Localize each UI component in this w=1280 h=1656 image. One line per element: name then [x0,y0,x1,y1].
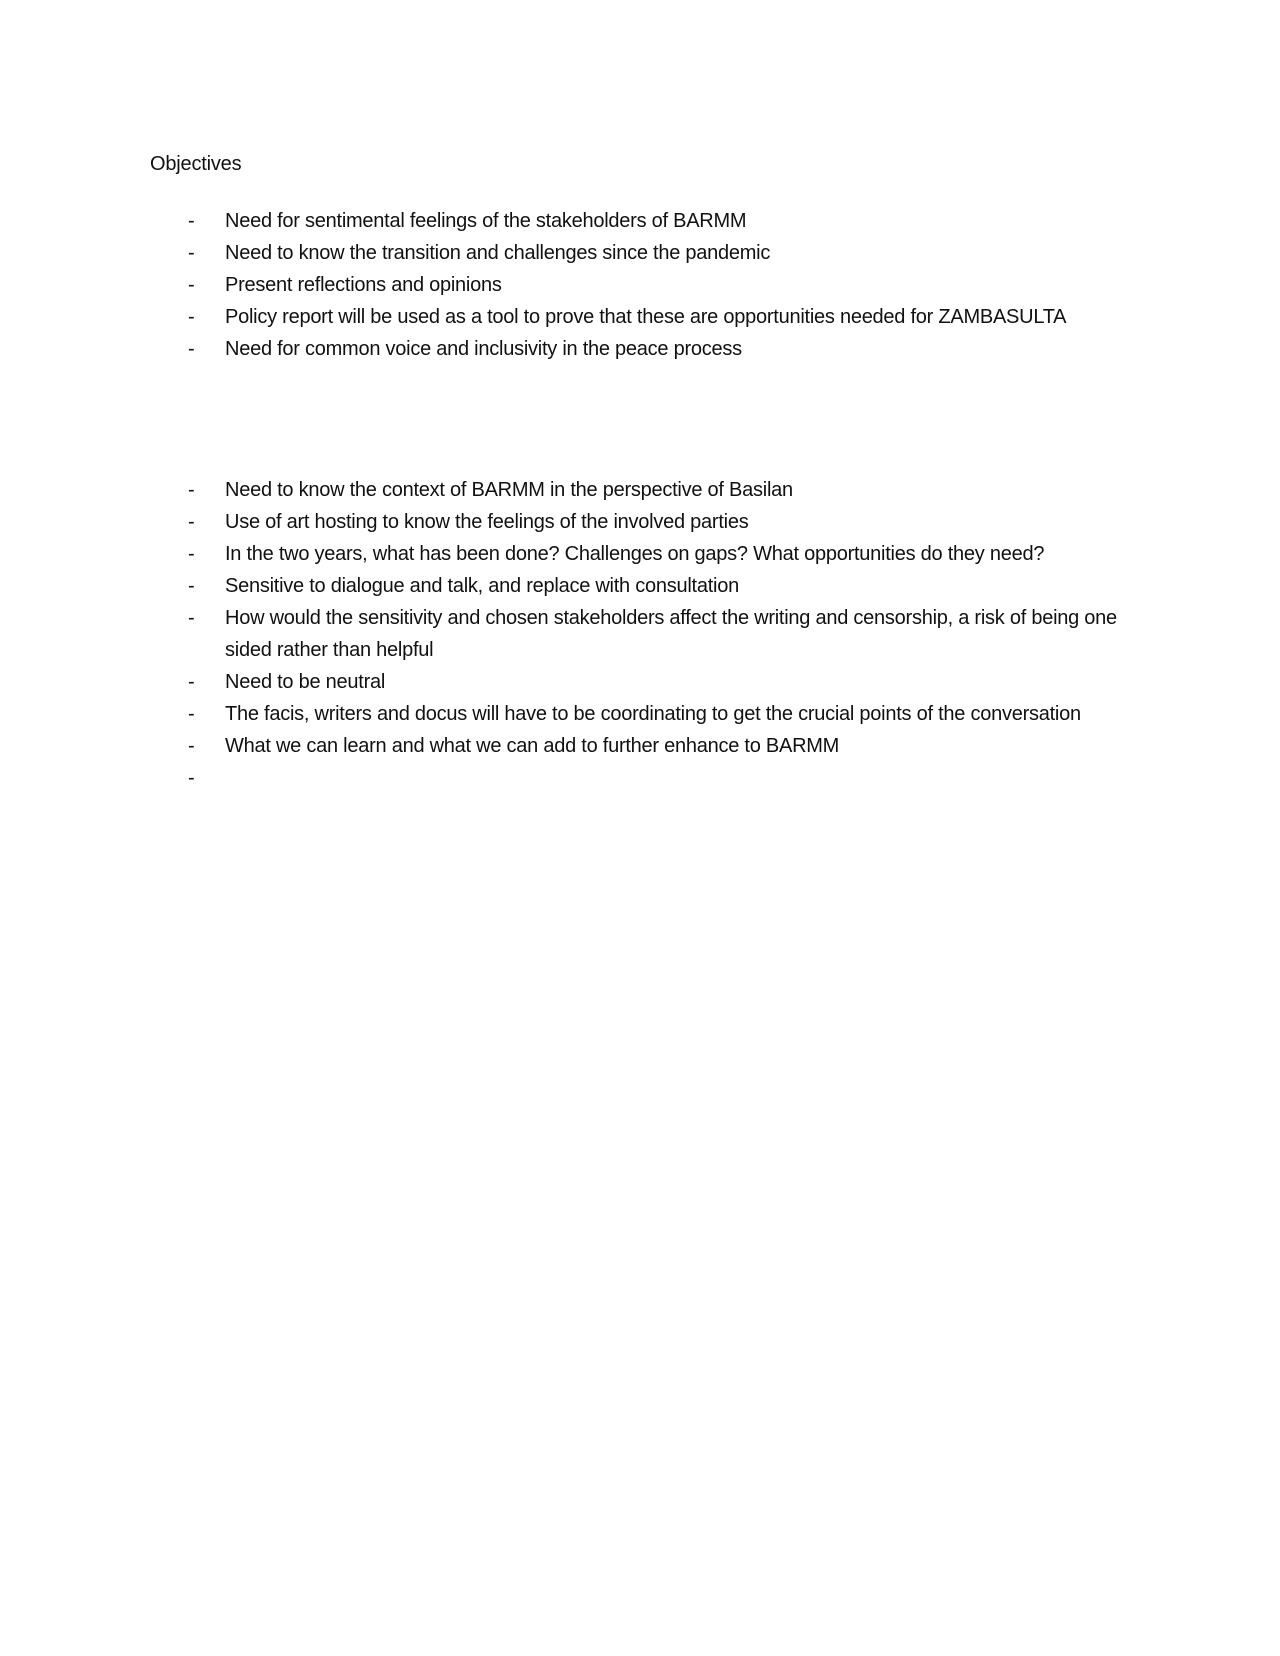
list-item [0,333,1125,365]
dash-bullet-icon: - [188,703,195,725]
dash-bullet-icon: - [188,767,195,789]
dash-bullet-icon: - [188,543,195,565]
list-item-text: Use of art hosting to know the feelings of the involved parties [225,511,749,533]
dash-bullet-icon: - [188,306,195,328]
list-item-text: Sensitive to dialogue and talk, and replace with consultation [225,575,739,597]
dash-bullet-icon: - [188,735,195,757]
objectives-list-2 [0,474,1280,794]
list-item [0,602,1125,666]
dash-bullet-icon: - [188,575,195,597]
list-item [0,506,1125,538]
list-item [0,570,1125,602]
list-item [0,474,1125,506]
dash-bullet-icon: - [188,511,195,533]
dash-bullet-icon: - [188,242,195,264]
dash-bullet-icon: - [188,671,195,693]
list-item [0,538,1125,570]
section-heading: Objectives [150,153,242,175]
list-item-empty [0,762,1125,794]
list-item-text: Need to be neutral [225,671,386,693]
dash-bullet-icon: - [188,210,195,232]
list-item [0,698,1125,730]
list-item-text: The facis, writers and docus will have to be coordinating to get the crucial points of the conversation [225,703,1081,725]
list-item [0,269,1125,301]
dash-bullet-icon: - [188,607,195,629]
list-item-text: How would the sensitivity and chosen stakeholders affect the writing and censorship, a risk of being one sided rather than helpful [225,607,1117,661]
list-item-text: What we can learn and what we can add to further enhance to BARMM [225,735,840,757]
list-item-text: Need to know the transition and challenges since the pandemic [225,242,771,264]
list-item [0,730,1125,762]
list-item [0,205,1125,237]
dash-bullet-icon: - [188,479,195,501]
list-item [0,666,1125,698]
list-item [0,237,1125,269]
list-item-text: Need for sentimental feelings of the stakeholders of BARMM [225,210,747,232]
list-item-text: Present reflections and opinions [225,274,502,296]
list-item-text: Need to know the context of BARMM in the perspective of Basilan [225,479,793,501]
list-item [0,301,1125,333]
dash-bullet-icon: - [188,338,195,360]
objectives-list-1 [0,205,1280,365]
dash-bullet-icon: - [188,274,195,296]
list-item-text: In the two years, what has been done? Challenges on gaps? What opportunities do they need? [225,543,1045,565]
list-item-text: Policy report will be used as a tool to prove that these are opportunities needed for ZAMBASULTA [225,306,1067,328]
list-item-text: Need for common voice and inclusivity in the peace process [225,338,742,360]
